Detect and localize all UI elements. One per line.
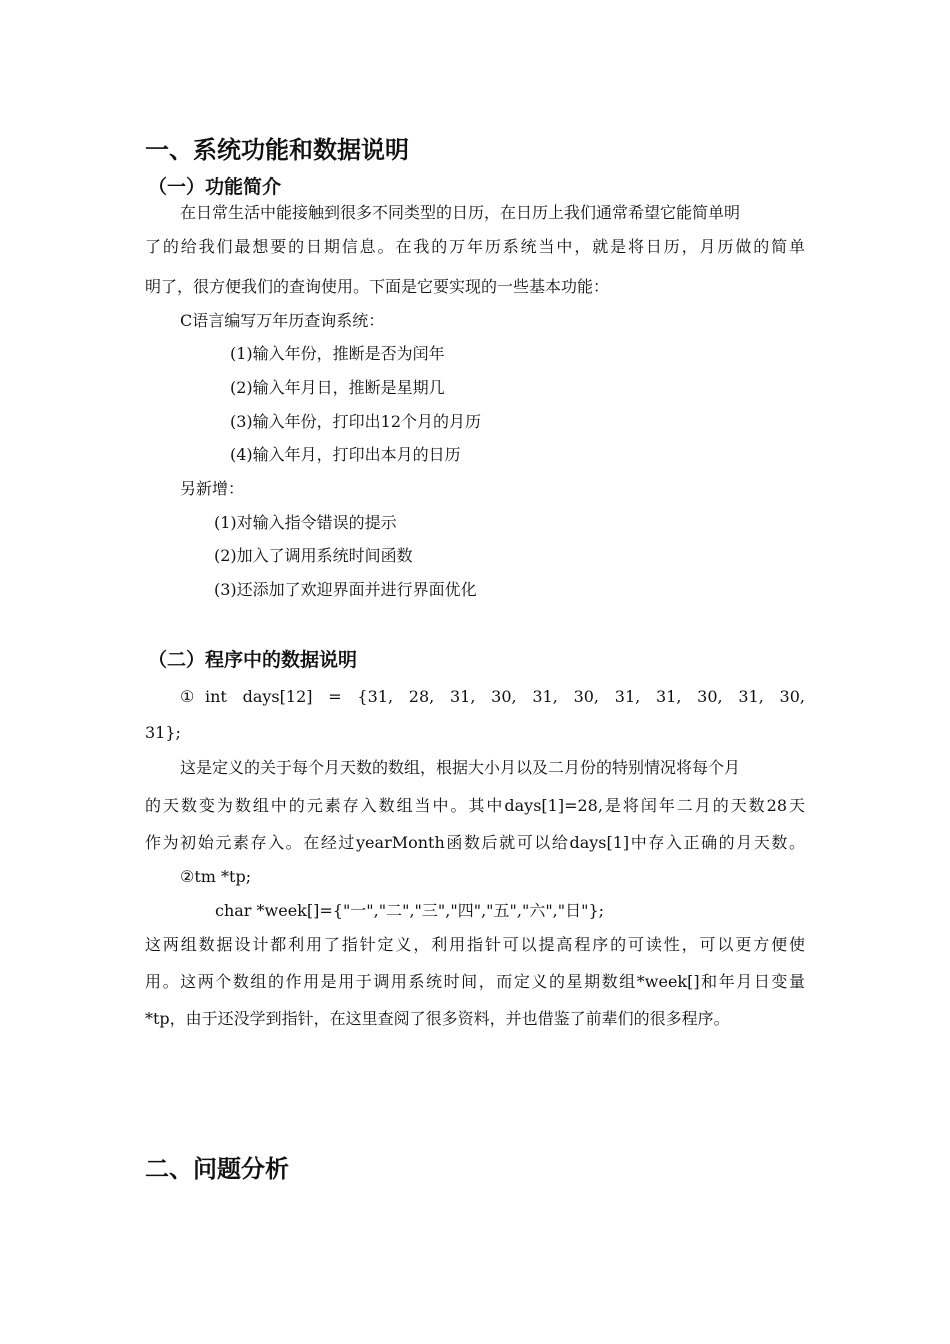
- subsection-heading-2: （二）程序中的数据说明: [148, 649, 358, 671]
- paragraph-line: 的天数变为数组中的元素存入数组当中。其中days[1]=28,是将闰年二月的天数28天: [145, 796, 805, 815]
- paragraph-line: 这两组数据设计都利用了指针定义，利用指针可以提高程序的可读性，可以更方便使: [145, 935, 805, 954]
- code-line: char *week[]={"一","二","三","四","五","六","日"};: [215, 901, 605, 920]
- feature-item: (1)输入年份，推断是否为闰年: [230, 344, 445, 363]
- paragraph-line: 在日常生活中能接触到很多不同类型的日历，在日历上我们通常希望它能简单明: [180, 203, 741, 222]
- section-heading-2: 二、问题分析: [145, 1155, 289, 1183]
- paragraph-line: 这是定义的关于每个月天数的数组，根据大小月以及二月份的特别情况将每个月: [180, 758, 741, 777]
- feature-item: (3)输入年份，打印出12个月的月历: [230, 412, 482, 431]
- extra-item: (3)还添加了欢迎界面并进行界面优化: [214, 580, 477, 599]
- code-line: ②tm *tp;: [180, 867, 252, 886]
- paragraph-line: 明了，很方便我们的查询使用。下面是它要实现的一些基本功能：: [145, 277, 610, 296]
- paragraph-line: 用。这两个数组的作用是用于调用系统时间，而定义的星期数组*week[]和年月日变量: [145, 972, 805, 991]
- paragraph-line: 作为初始元素存入。在经过yearMonth函数后就可以给days[1]中存入正确的月天数。: [145, 833, 805, 852]
- feature-item: (4)输入年月，打印出本月的日历: [230, 445, 461, 464]
- feature-item: (2)输入年月日，推断是星期几: [230, 378, 445, 397]
- paragraph-line: *tp，由于还没学到指针，在这里查阅了很多资料，并也借鉴了前辈们的很多程序。: [145, 1009, 730, 1028]
- subsection-heading-1: （一）功能简介: [148, 176, 282, 198]
- feature-intro: C语言编写万年历查询系统：: [180, 311, 385, 330]
- code-line: ①int days[12] = {31, 28, 31, 30, 31, 30, 31, 31, 30, 31, 30,: [180, 687, 805, 706]
- extras-label: 另新增：: [180, 479, 245, 498]
- extra-item: (1)对输入指令错误的提示: [214, 513, 397, 532]
- section-heading-1: 一、系统功能和数据说明: [145, 136, 409, 164]
- extra-item: (2)加入了调用系统时间函数: [214, 546, 413, 565]
- paragraph-line: 了的给我们最想要的日期信息。在我的万年历系统当中，就是将日历，月历做的简单: [145, 237, 805, 256]
- code-line: 31};: [145, 723, 181, 742]
